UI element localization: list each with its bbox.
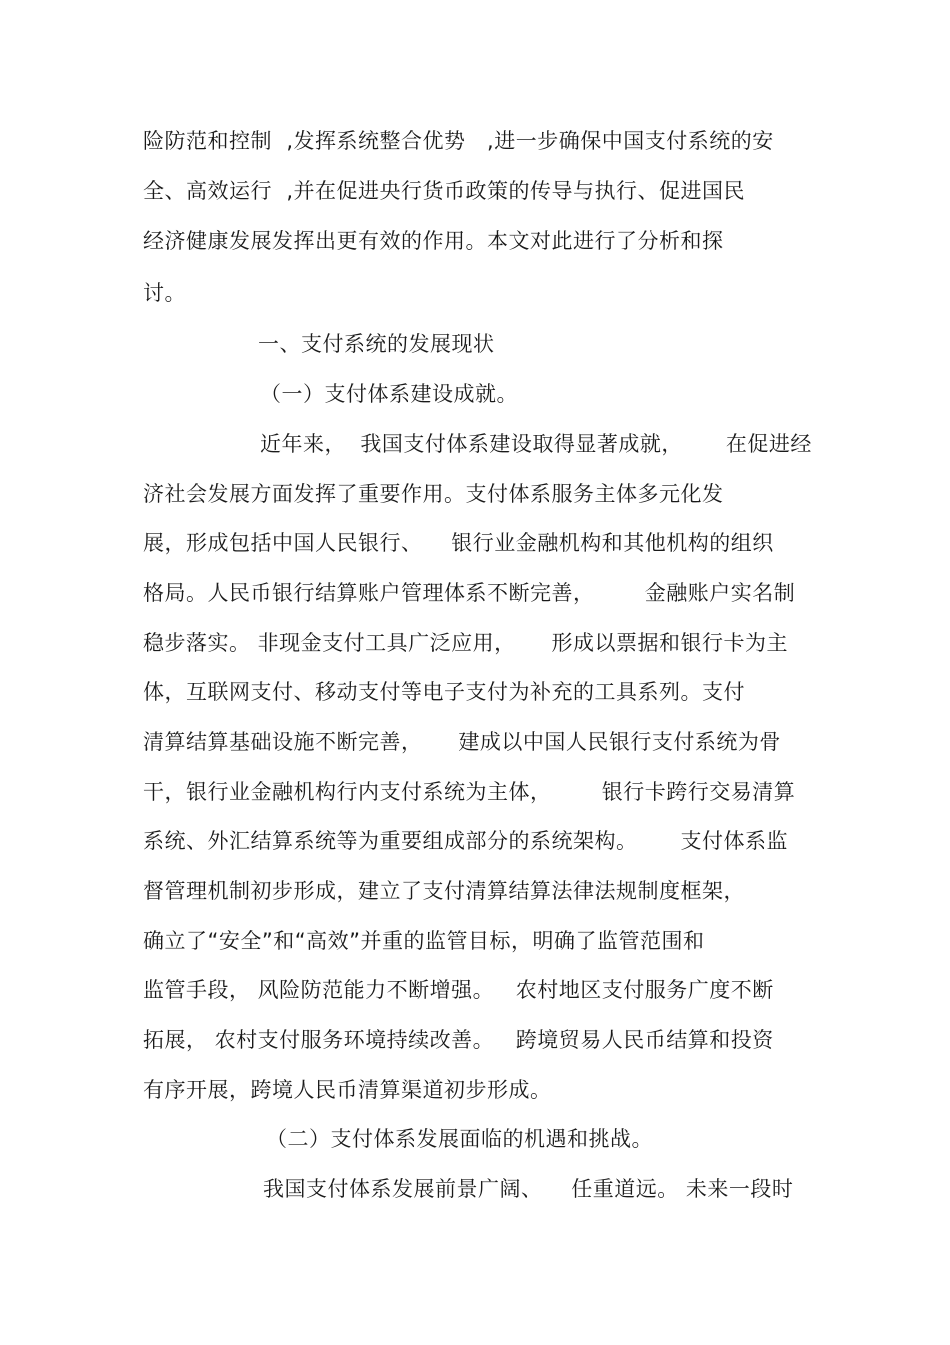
body-text-line: 展，形成包括中国人民银行、 银行业金融机构和其他机构的组织 xyxy=(143,531,774,555)
body-text-line: 系统、外汇结算系统等为重要组成部分的系统架构。 支付体系监 xyxy=(143,829,789,853)
body-text-line: 济社会发展方面发挥了重要作用。支付体系服务主体多元化发 xyxy=(143,482,724,506)
body-text-line: 稳步落实。 非现金支付工具广泛应用， 形成以票据和银行卡为主 xyxy=(143,631,789,655)
body-text-line: 我国支付体系发展前景广阔、 任重道远。 未来一段时 xyxy=(263,1177,794,1201)
body-text-line: 有序开展，跨境人民币清算渠道初步形成。 xyxy=(143,1078,552,1102)
body-text-line: 近年来， 我国支付体系建设取得显著成就， 在促进经 xyxy=(260,432,812,456)
body-text-line: 督管理机制初步形成，建立了支付清算结算法律法规制度框架， xyxy=(143,879,745,903)
body-text-line: 经济健康发展发挥出更有效的作用。本文对此进行了分析和探 xyxy=(143,229,724,253)
body-text-line: 体，互联网支付、移动支付等电子支付为补充的工具系列。支付 xyxy=(143,680,745,704)
subsection-heading: （一）支付体系建设成就。 xyxy=(260,382,518,406)
body-text-line: 讨。 xyxy=(143,281,186,305)
body-text-line: 监管手段， 风险防范能力不断增强。 农村地区支付服务广度不断 xyxy=(143,978,774,1002)
body-text-line: 干，银行业金融机构行内支付系统为主体， 银行卡跨行交易清算 xyxy=(143,780,796,804)
subsection-heading: （二）支付体系发展面临的机遇和挑战。 xyxy=(266,1127,653,1151)
body-text-line: 险防范和控制 ,发挥系统整合优势 ,进一步确保中国支付系统的安 xyxy=(143,129,774,153)
body-text-line: 全、高效运行 ,并在促进央行货币政策的传导与执行、促进国民 xyxy=(143,179,746,203)
body-text-line: 格局。人民币银行结算账户管理体系不断完善， 金融账户实名制 xyxy=(143,581,796,605)
body-text-line: 清算结算基础设施不断完善， 建成以中国人民银行支付系统为骨 xyxy=(143,730,781,754)
section-heading: 一、支付系统的发展现状 xyxy=(258,332,495,356)
body-text-line: 确立了“安全”和“高效”并重的监管目标，明确了监管范围和 xyxy=(143,929,705,953)
body-text-line: 拓展， 农村支付服务环境持续改善。 跨境贸易人民币结算和投资 xyxy=(143,1028,774,1052)
